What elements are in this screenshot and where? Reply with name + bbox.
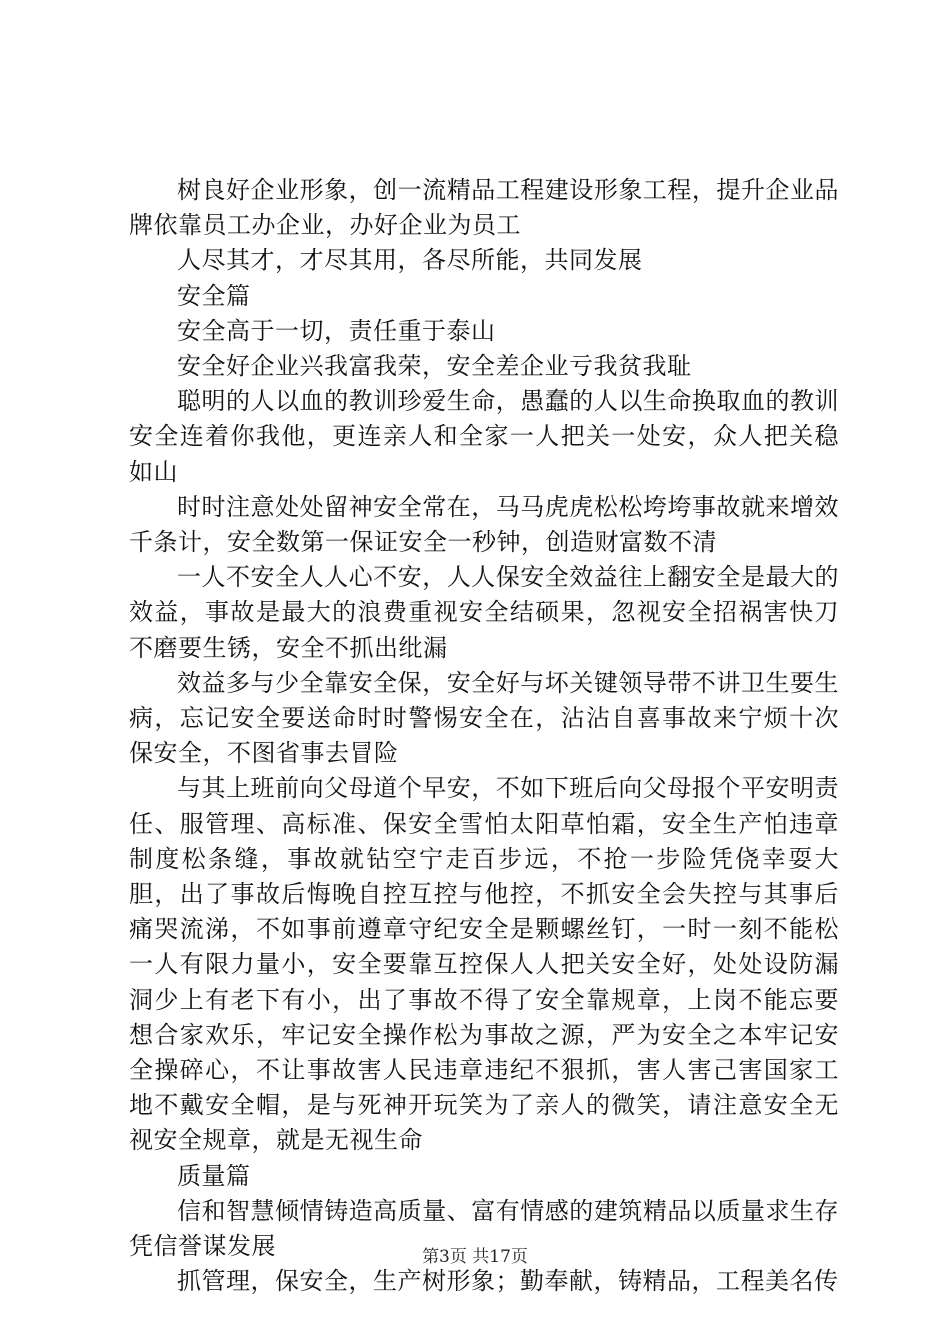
paragraph-trust-wisdom: 信和智慧倾情铸造高质量、富有情感的建筑精品以质量求生存凭信誉谋发展 [129,1196,839,1261]
paragraph-management: 抓管理，保安全，生产树形象；勤奉献，铸精品，工程美名传 [177,1267,839,1296]
section-heading-safety: 安全篇 [177,281,251,310]
paragraph-talent: 人尽其才，才尽其用，各尽所能，共同发展 [177,246,643,275]
paragraph-clever-people: 聪明的人以血的教训珍爱生命，愚蠢的人以生命换取血的教训安全连着你我他，更连亲人和全家一人把关一处安，众人把关稳如山 [129,387,839,486]
paragraph-efficiency: 效益多与少全靠安全保，安全好与坏关键领导带不讲卫生要生病，忘记安全要送命时时警惕安全在，沾沾自喜事故来宁烦十次保安全，不图省事去冒险 [129,668,839,768]
document-body [129,173,839,1300]
paragraph-image-line: 树良好企业形象，创一流精品工程建设形象工程，提升企业品牌依靠员工办企业，办好企业为员工 [129,176,839,240]
paragraph-safety-good: 安全好企业兴我富我荣，安全差企业亏我贫我耻 [177,352,692,381]
page-number-footer: 第3页 共17页 [422,1247,528,1267]
paragraph-attention: 时时注意处处留神安全常在，马马虎虎松松垮垮事故就来增效千条计，安全数第一保证安全一秒钟，创造财富数不清 [129,492,839,557]
section-heading-quality: 质量篇 [177,1161,251,1190]
paragraph-parents: 与其上班前向父母道个早安，不如下班后向父母报个平安明责任、服管理、高标准、保安全雪怕太阳草怕霜，安全生产怕违章制度松条缝，事故就钻空宁走百步远，不抢一步险凭侥幸耍大胆，出了事故后悔晚自控互控与他控，不抓安全会失控与其事后痛哭流涕，不如事前遵章守纪安全是颗螺丝钉，一时一刻不能松一人有限力量小，安全要靠互控保人人把关安全好，处处设防漏洞少上有老下有小，出了事故不得了安全靠规章，上岗不能忘要想合家欢乐，牢记安全操作松为事故之源，严为安全之本牢记安全操碎心，不让事故害人民违章违纪不狠抓，害人害己害国家工地不戴安全帽，是与死神开玩笑为了亲人的微笑，请注意安全无视安全规章，就是无视生命 [129,774,839,1155]
paragraph-safety-first: 安全高于一切，责任重于泰山 [177,316,496,345]
paragraph-one-person: 一人不安全人人心不安，人人保安全效益往上翻安全是最大的效益，事故是最大的浪费重视安全结硕果，忽视安全招祸害快刀不磨要生锈，安全不抓出纰漏 [129,563,839,662]
